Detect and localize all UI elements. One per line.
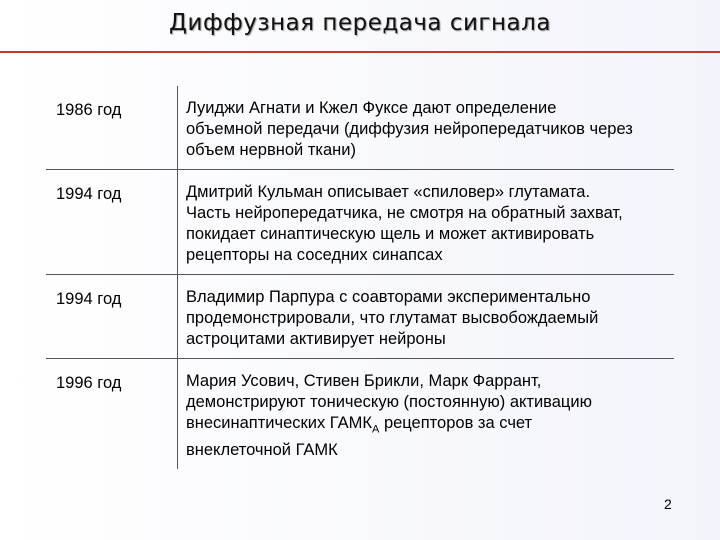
event-line: внеклеточной ГАМК xyxy=(186,441,338,460)
table-row xyxy=(46,170,674,275)
event-line: объем нервной ткани) xyxy=(186,141,356,159)
slide-title: Диффузная передача сигнала xyxy=(169,10,551,36)
event-line: продемонстрировали, что глутамат высвобождаемый xyxy=(186,309,599,327)
year-cell: 1996 год xyxy=(56,374,122,392)
event-line: астроцитами активирует нейроны xyxy=(186,330,446,348)
event-line: рецепторов за счет xyxy=(379,414,533,432)
year-cell: 1994 год xyxy=(46,170,178,275)
event-line: Луиджи Агнати и Кжел Фуксе дают определение xyxy=(186,99,557,117)
event-line: Владимир Парпура с соавторами экспериментально xyxy=(186,288,591,306)
event-line: Мария Усович, Стивен Брикли, Марк Фаррант, xyxy=(186,372,542,390)
timeline-table xyxy=(46,86,674,469)
event-cell xyxy=(178,86,675,170)
event-cell xyxy=(178,275,675,359)
event-line: покидает синаптическую щель и может активировать xyxy=(186,225,595,243)
event-line: внесинаптических ГАМК xyxy=(186,414,373,432)
gaba-subscript: А xyxy=(372,423,380,436)
event-line: Часть нейропередатчика, не смотря на обратный захват, xyxy=(186,204,623,222)
event-cell xyxy=(178,170,675,275)
year-cell: 1986 год xyxy=(46,86,178,170)
page-number: 2 xyxy=(664,496,672,512)
table-row xyxy=(46,86,674,170)
event-line: Дмитрий Кульман описывает «спиловер» глутамата. xyxy=(186,183,591,201)
event-line: объемной передачи (диффузия нейропередатчиков через xyxy=(186,120,633,138)
table-row xyxy=(46,275,674,359)
event-cell xyxy=(178,359,675,470)
table-row xyxy=(46,359,674,470)
event-line: демонстрируют тоническую (постоянную) активацию xyxy=(186,393,592,411)
year-cell: 1994 год xyxy=(46,275,178,359)
title-divider xyxy=(0,51,720,53)
event-line: рецепторы на соседних синапсах xyxy=(186,246,443,264)
